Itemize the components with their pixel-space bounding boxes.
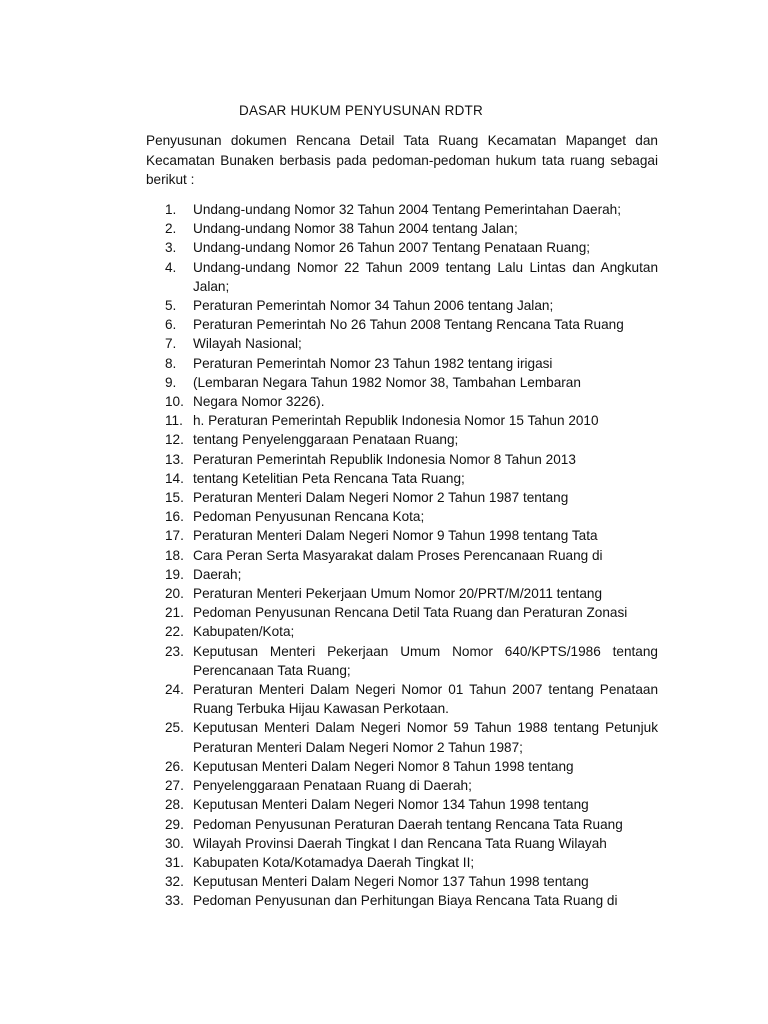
list-item-number: 6.: [165, 317, 177, 333]
list-item: [146, 373, 658, 392]
list-item-number: 23.: [165, 643, 184, 659]
list-item-number: 14.: [165, 470, 184, 486]
list-item-text: Negara Nomor 3226).: [193, 394, 325, 410]
list-item-number: 28.: [165, 797, 184, 813]
list-item-text: Kabupaten Kota/Kotamadya Daerah Tingkat II;: [193, 854, 475, 870]
list-item-text: Undang-undang Nomor 32 Tahun 2004 Tentang Pemerintahan Daerah;: [193, 202, 622, 217]
list-item-number: 18.: [165, 547, 184, 563]
list-item-number: 27.: [165, 778, 184, 794]
list-item-number: 33.: [165, 893, 184, 909]
list-item-text: Cara Peran Serta Masyarakat dalam Proses Perencanaan Ruang di: [193, 547, 603, 563]
list-item-number: 31.: [165, 854, 184, 870]
list-item-text: Pedoman Penyusunan Rencana Kota;: [193, 509, 425, 525]
list-item: [146, 200, 658, 219]
list-item-number: 7.: [165, 336, 177, 352]
list-item-number: 26.: [165, 758, 184, 774]
list-item-text: Penyelenggaraan Penataan Ruang di Daerah;: [193, 778, 472, 794]
list-item: [146, 411, 658, 430]
list-item-text: Peraturan Pemerintah Nomor 23 Tahun 1982 tentang irigasi: [193, 355, 553, 371]
list-item-number: 20.: [165, 586, 184, 602]
list-item: [146, 469, 658, 488]
list-item-number: 2.: [165, 221, 177, 237]
list-item-text: Wilayah Provinsi Daerah Tingkat I dan Rencana Tata Ruang Wilayah: [193, 835, 607, 851]
list-item-text: Undang-undang Nomor 26 Tahun 2007 Tentang Penataan Ruang;: [193, 240, 591, 256]
list-item-text: tentang Penyelenggaraan Penataan Ruang;: [193, 432, 459, 448]
list-item-number: 22.: [165, 624, 184, 640]
list-item-number: 3.: [165, 240, 177, 256]
list-item-text: (Lembaran Negara Tahun 1982 Nomor 38, Tambahan Lembaran: [193, 374, 581, 390]
intro-paragraph: Penyusunan dokumen Rencana Detail Tata Ruang Kecamatan Mapanget dan Kecamatan Bunaken berbasis pada pedoman-pedoman hukum tata ruang sebagai berikut :: [146, 133, 658, 187]
list-item: [146, 622, 658, 641]
list-item-text: Peraturan Menteri Dalam Negeri Nomor 9 Tahun 1998 tentang Tata: [193, 528, 598, 544]
document-title: DASAR HUKUM PENYUSUNAN RDTR: [239, 103, 483, 118]
list-item-text: Keputusan Menteri Dalam Negeri Nomor 8 Tahun 1998 tentang: [193, 758, 574, 774]
list-item-number: 10.: [165, 394, 184, 410]
list-item-number: 17.: [165, 528, 184, 544]
list-item: [146, 891, 658, 910]
list-item-number: 21.: [165, 605, 184, 621]
list-item-text: Peraturan Pemerintah No 26 Tahun 2008 Tentang Rencana Tata Ruang: [193, 317, 624, 333]
list-item-number: 12.: [165, 432, 184, 448]
list-item: [146, 450, 658, 469]
list-item: [146, 354, 658, 373]
list-item: [146, 546, 658, 565]
list-item-text: Peraturan Menteri Dalam Negeri Nomor 01 Tahun 2007 tentang Penataan Ruang Terbuka Hijau Kawasan Perkotaan.: [193, 682, 658, 717]
list-item: [146, 584, 658, 603]
list-item-text: Wilayah Nasional;: [193, 336, 302, 352]
list-item-text: Peraturan Menteri Dalam Negeri Nomor 2 Tahun 1987 tentang: [193, 490, 569, 506]
list-item-text: Keputusan Menteri Dalam Negeri Nomor 137 Tahun 1998 tentang: [193, 874, 589, 890]
list-item: [146, 238, 658, 257]
list-item: [146, 565, 658, 584]
list-item: [146, 392, 658, 411]
list-item-number: 11.: [165, 413, 183, 429]
list-item-text: Daerah;: [193, 566, 242, 582]
list-item-number: 16.: [165, 509, 184, 525]
list-item: [146, 603, 658, 622]
list-item-number: 5.: [165, 298, 177, 314]
list-item-text: Pedoman Penyusunan Rencana Detil Tata Ruang dan Peraturan Zonasi: [193, 605, 628, 621]
list-item-text: Keputusan Menteri Pekerjaan Umum Nomor 640/KPTS/1986 tentang Perencanaan Tata Ruang;: [193, 643, 658, 678]
list-item-number: 32.: [165, 874, 184, 890]
list-item-text: Undang-undang Nomor 38 Tahun 2004 tentang Jalan;: [193, 221, 518, 237]
list-item: [146, 834, 658, 853]
list-item-number: 30.: [165, 835, 184, 851]
list-item: [146, 315, 658, 334]
list-item: [146, 488, 658, 507]
list-item-text: Peraturan Pemerintah Nomor 34 Tahun 2006 tentang Jalan;: [193, 298, 554, 314]
list-item-number: 4.: [165, 259, 177, 275]
list-item: [146, 334, 658, 353]
list-item: [146, 526, 658, 545]
list-item-text: Kabupaten/Kota;: [193, 624, 295, 640]
list-item-number: 24.: [165, 682, 184, 698]
list-item: [146, 219, 658, 238]
list-item: [146, 872, 658, 891]
list-item: [146, 296, 658, 315]
list-item-number: 1.: [165, 202, 177, 217]
list-item: [146, 430, 658, 449]
list-item-number: 19.: [165, 566, 184, 582]
list-item-text: Keputusan Menteri Dalam Negeri Nomor 134 Tahun 1998 tentang: [193, 797, 589, 813]
list-item: [146, 815, 658, 834]
list-item-text: h. Peraturan Pemerintah Republik Indonesia Nomor 15 Tahun 2010: [193, 413, 599, 429]
list-item-number: 13.: [165, 451, 184, 467]
list-item-text: tentang Ketelitian Peta Rencana Tata Ruang;: [193, 470, 465, 486]
list-item-text: Peraturan Pemerintah Republik Indonesia Nomor 8 Tahun 2013: [193, 451, 576, 467]
list-item: [146, 680, 658, 718]
list-item: [146, 642, 658, 680]
list-item-number: 29.: [165, 816, 184, 832]
list-item-text: Peraturan Menteri Pekerjaan Umum Nomor 20/PRT/M/2011 tentang: [193, 586, 603, 602]
list-item-number: 25.: [165, 720, 184, 736]
list-item-number: 15.: [165, 490, 184, 506]
list-item: [146, 795, 658, 814]
list-item-text: Pedoman Penyusunan Peraturan Daerah tentang Rencana Tata Ruang: [193, 816, 623, 832]
legal-basis-list: [146, 200, 658, 911]
list-item-text: Pedoman Penyusunan dan Perhitungan Biaya Rencana Tata Ruang di: [193, 893, 618, 909]
list-item: [146, 718, 658, 756]
list-item-number: 9.: [165, 374, 177, 390]
list-item: [146, 258, 658, 296]
list-item: [146, 757, 658, 776]
list-item-text: Undang-undang Nomor 22 Tahun 2009 tentang Lalu Lintas dan Angkutan Jalan;: [193, 259, 658, 294]
list-item: [146, 853, 658, 872]
list-item-number: 8.: [165, 355, 177, 371]
list-item: [146, 776, 658, 795]
list-item-text: Keputusan Menteri Dalam Negeri Nomor 59 Tahun 1988 tentang Petunjuk Peraturan Menteri Dalam Negeri Nomor 2 Tahun 1987;: [193, 720, 658, 755]
list-item: [146, 507, 658, 526]
